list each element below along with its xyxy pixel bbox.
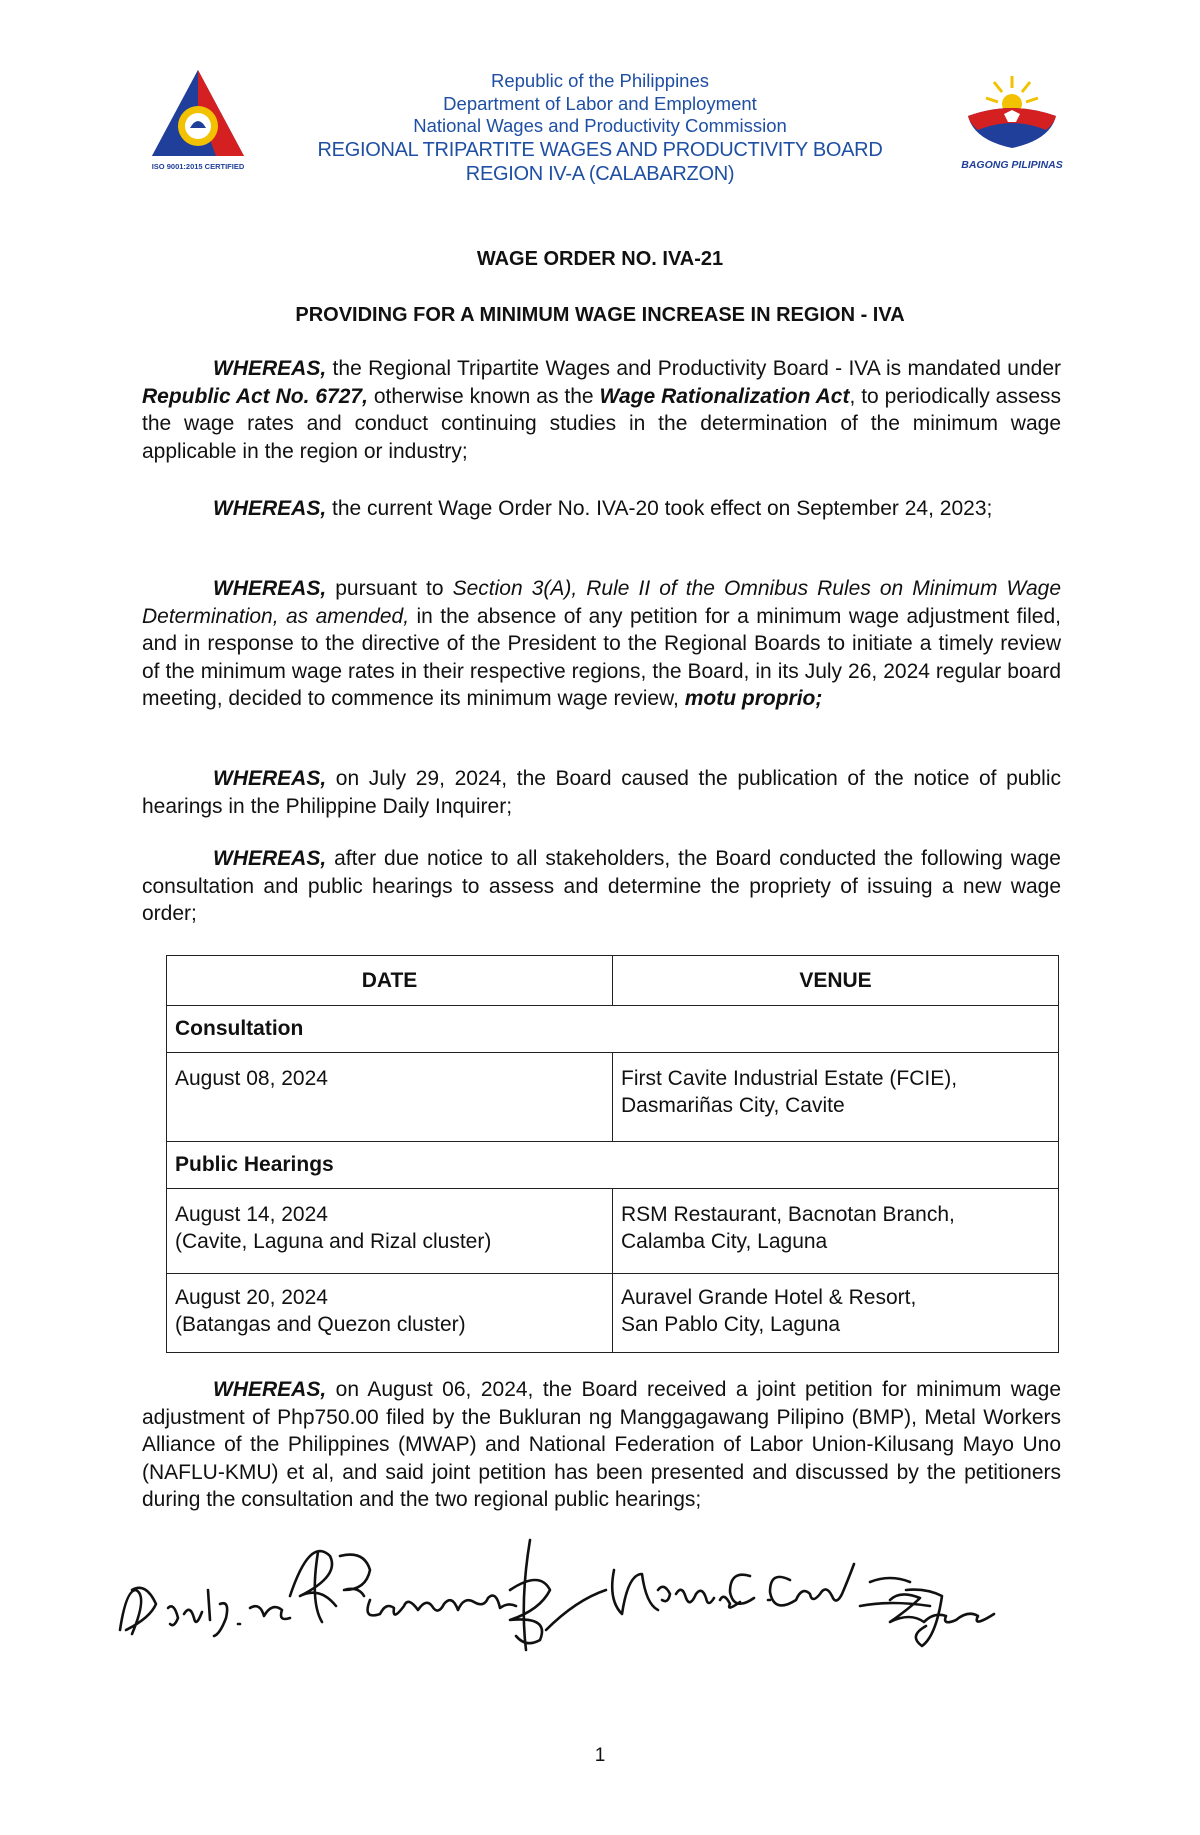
motu-proprio: motu proprio; xyxy=(684,687,823,710)
whereas-paragraph-1 xyxy=(142,355,1061,465)
column-header-date: DATE xyxy=(167,956,613,1006)
bagong-pilipinas-caption: BAGONG PILIPINAS xyxy=(961,159,1063,171)
paragraph-text: after due notice to all stakeholders, the Board conducted the following wage consultation and public hearings to assess and determine the propriety of issuing a new wage order; xyxy=(142,847,1061,925)
cluster-text: (Cavite, Laguna and Rizal cluster) xyxy=(175,1230,492,1253)
signature-2 xyxy=(290,1551,370,1622)
date-text: August 08, 2024 xyxy=(175,1067,328,1090)
republic-act-reference: Republic Act No. 6727, xyxy=(142,384,368,408)
letterhead-line-commission: National Wages and Productivity Commission xyxy=(413,115,787,136)
paragraph-text: the current Wage Order No. IVA-20 took effect on September 24, 2023; xyxy=(326,497,993,520)
section-consultation: Consultation xyxy=(167,1006,1059,1053)
signature-4 xyxy=(510,1540,606,1650)
paragraph-text: , to periodically assess the wage rates and conduct continuing studies in the determination of the minimum wage applicable in the region or industry; xyxy=(142,384,1061,463)
cluster-text: (Batangas and Quezon cluster) xyxy=(175,1313,466,1336)
paragraph-text: otherwise known as the xyxy=(367,384,600,408)
letterhead xyxy=(250,70,950,186)
letterhead-line-board: REGIONAL TRIPARTITE WAGES AND PRODUCTIVITY BOARD xyxy=(317,138,883,161)
paragraph-text: in the absence of any petition for a minimum wage adjustment filed, and in response to the directive of the President to the Regional Boards to initiate a timely review of the minimum wage rates in their respective regions, the Board, in its July 26, 2024 regular board meeting, decided to commence its minimum wage review, xyxy=(142,604,1061,710)
letterhead-line-department: Department of Labor and Employment xyxy=(443,92,757,114)
whereas-paragraph-6 xyxy=(142,1376,1061,1514)
table-header-row xyxy=(167,956,1059,1006)
whereas-keyword: WHEREAS, xyxy=(213,497,327,520)
table-row xyxy=(167,1274,1059,1353)
venue-text: San Pablo City, Laguna xyxy=(621,1313,841,1336)
signature-3 xyxy=(368,1596,516,1616)
date-cell xyxy=(167,1189,613,1274)
venue-cell xyxy=(613,1053,1059,1142)
whereas-paragraph-4 xyxy=(142,765,1061,820)
signature-5 xyxy=(612,1564,910,1614)
whereas-keyword: WHEREAS, xyxy=(213,577,327,600)
venue-text: RSM Restaurant, Bacnotan Branch, xyxy=(621,1203,955,1226)
table-row xyxy=(167,1053,1059,1142)
whereas-paragraph-2 xyxy=(142,495,1061,523)
date-cell xyxy=(167,1274,613,1353)
wage-order-subtitle: PROVIDING FOR A MINIMUM WAGE INCREASE IN REGION - IVA xyxy=(295,304,905,326)
paragraph-text: on July 29, 2024, the Board caused the publication of the notice of public hearings in the Philippine Daily Inquirer; xyxy=(142,767,1061,818)
paragraph-text: the Regional Tripartite Wages and Productivity Board - IVA is mandated under xyxy=(326,357,1061,380)
date-text: August 20, 2024 xyxy=(175,1286,328,1309)
date-text: August 14, 2024 xyxy=(175,1203,328,1226)
wage-order-title: WAGE ORDER NO. IVA-21 xyxy=(476,248,724,270)
venue-text: Dasmariñas City, Cavite xyxy=(621,1094,845,1117)
venue-text: First Cavite Industrial Estate (FCIE), xyxy=(621,1067,958,1090)
letterhead-line-region: REGION IV-A (CALABARZON) xyxy=(465,162,735,185)
bagong-pilipinas-logo xyxy=(960,64,1064,172)
paragraph-text: pursuant to xyxy=(326,577,453,600)
dole-logo xyxy=(150,68,246,174)
whereas-paragraph-3 xyxy=(142,575,1061,713)
venue-text: Auravel Grande Hotel & Resort, xyxy=(621,1286,917,1309)
signature-1 xyxy=(120,1588,290,1636)
date-cell xyxy=(167,1053,613,1142)
venue-cell xyxy=(613,1274,1059,1353)
whereas-paragraph-5 xyxy=(142,845,1061,928)
signature-6 xyxy=(860,1590,994,1646)
table-row xyxy=(167,1189,1059,1274)
whereas-keyword: WHEREAS, xyxy=(213,767,327,790)
section-public-hearings: Public Hearings xyxy=(167,1142,1059,1189)
venue-text: Calamba City, Laguna xyxy=(621,1230,828,1253)
table-section-row xyxy=(167,1006,1059,1053)
paragraph-text: on August 06, 2024, the Board received a joint petition for minimum wage adjustment of Php750.00 filed by the Bukluran ng Manggagawang Pilipino (BMP), Metal Workers Alliance of the Philippines (MWAP) and National Federation of Labor Union-Kilusang Mayo Uno (NAFLU-KMU) et al, and said joint petition has been presented and discussed by the petitioners during the consultation and the two regional public hearings; xyxy=(142,1378,1061,1511)
table-section-row xyxy=(167,1142,1059,1189)
page-number: 1 xyxy=(594,1745,606,1766)
dole-logo-caption: ISO 9001:2015 CERTIFIED xyxy=(151,162,245,171)
whereas-keyword: WHEREAS, xyxy=(213,1378,327,1401)
whereas-keyword: WHEREAS, xyxy=(213,357,327,380)
act-name: Wage Rationalization Act xyxy=(599,384,850,408)
venue-cell xyxy=(613,1189,1059,1274)
rule-reference: Section 3(A), Rule II of the Omnibus Rules on Minimum Wage Determination, as amended, xyxy=(142,577,1061,628)
board-signatures xyxy=(110,1530,1110,1680)
column-header-venue: VENUE xyxy=(613,956,1059,1006)
letterhead-line-republic: Republic of the Philippines xyxy=(490,70,710,91)
hearings-table xyxy=(166,955,1059,1353)
whereas-keyword: WHEREAS, xyxy=(213,847,327,870)
